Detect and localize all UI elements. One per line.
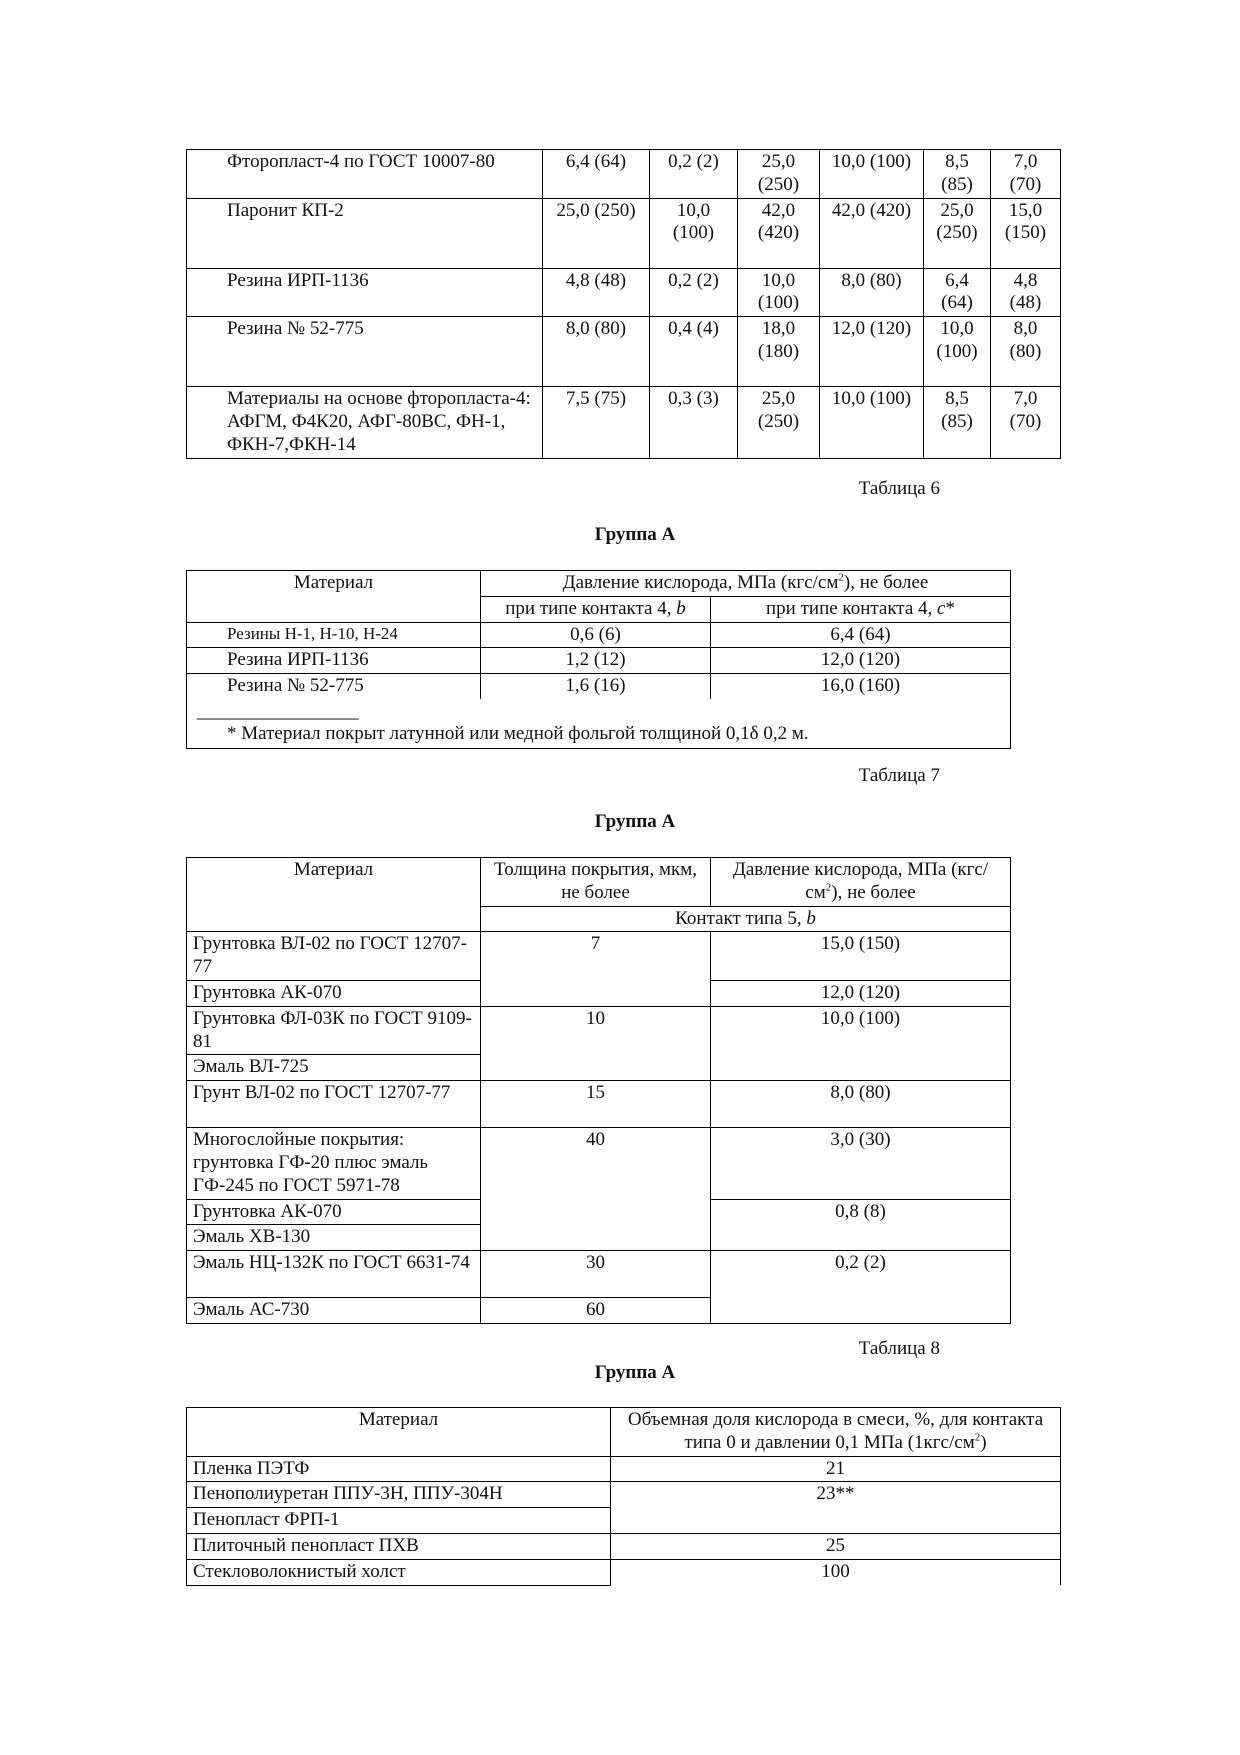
pressure-cell: 8,0 (80) <box>711 1081 1011 1128</box>
value-cell: 21 <box>611 1456 1061 1482</box>
material-cell: Паронит КП-2 <box>187 198 543 268</box>
thickness-cell: 10 <box>481 1006 711 1080</box>
table-6-group-title: Группа А <box>594 524 676 545</box>
value-cell: 6,4 (64) <box>543 150 650 199</box>
value-cell: 16,0 (160) <box>711 674 1011 699</box>
value-cell: 25,0 (250) <box>543 198 650 268</box>
value-cell: 42,0 (420) <box>738 198 820 268</box>
material-cell: Грунтовка АК-070 <box>187 1199 481 1225</box>
value-cell: 6,4 (64) <box>711 622 1011 648</box>
pressure-cell: 3,0 (30) <box>711 1128 1011 1199</box>
value-cell: 0,3 (3) <box>650 387 738 458</box>
table-8-label: Таблица 8 <box>858 1338 940 1359</box>
thickness-cell: 30 <box>481 1251 711 1298</box>
table-header-row <box>187 858 1011 907</box>
table-7-group-title: Группа А <box>594 811 676 832</box>
value-cell: 10,0 (100) <box>820 150 924 199</box>
material-cell: Резина ИРП-1136 <box>187 648 481 674</box>
material-cell: Грунтовка ВЛ-02 по ГОСТ 12707-77 <box>187 932 481 981</box>
value-cell: 15,0 (150) <box>991 198 1061 268</box>
material-cell: Пенополиуретан ППУ-3Н, ППУ-304Н <box>187 1482 611 1508</box>
material-cell: Эмаль НЦ-132К по ГОСТ 6631-74 <box>187 1251 481 1298</box>
table-row <box>187 1533 1061 1559</box>
pressure-cell: 10,0 (100) <box>711 1006 1011 1080</box>
value-cell: 10,0 (100) <box>650 198 738 268</box>
table-header-row <box>187 1408 1061 1457</box>
material-cell: Эмаль АС-730 <box>187 1298 481 1324</box>
thickness-cell: 15 <box>481 1081 711 1128</box>
table-row <box>187 1081 1011 1128</box>
header-material: Материал <box>187 1408 611 1457</box>
value-cell: 100 <box>611 1559 1061 1585</box>
value-cell: 8,5 (85) <box>924 387 991 458</box>
header-pressure: Давление кислорода, МПа $(кгс/см^2)$, не более <box>481 571 1011 597</box>
value-cell: 0,2 (2) <box>650 150 738 199</box>
value-cell: 7,0 (70) <box>991 387 1061 458</box>
value-cell: 1,6 (16) <box>481 674 711 699</box>
value-cell: 12,0 (120) <box>820 317 924 387</box>
material-cell: Стекловолокнистый холст <box>187 1559 611 1585</box>
value-cell: 8,5 (85) <box>924 150 991 199</box>
material-cell: Грунт ВЛ-02 по ГОСТ 12707-77 <box>187 1081 481 1128</box>
value-cell: 10,0 (100) <box>738 268 820 317</box>
pressure-cell: 12,0 (120) <box>711 980 1011 1006</box>
table-row <box>187 1128 1011 1199</box>
table-row <box>187 150 1061 199</box>
thickness-cell: 40 <box>481 1128 711 1251</box>
footnote-rule: _________________ <box>197 700 359 722</box>
header-contact-c: при типе контакта 4, c* <box>711 596 1011 622</box>
material-cell: Эмаль ВЛ-725 <box>187 1055 481 1081</box>
value-cell: 7,5 (75) <box>543 387 650 458</box>
value-cell: 42,0 (420) <box>820 198 924 268</box>
table-row <box>187 1559 1061 1585</box>
material-cell: Резина № 52-775 <box>187 317 543 387</box>
value-cell: 23** <box>611 1482 1061 1534</box>
table-6-label: Таблица 6 <box>858 478 940 499</box>
material-cell: Материалы на основе фторопласта-4: АФГМ, Ф4К20, АФГ-80ВС, ФН-1, ФКН-7,ФКН-14 <box>187 387 543 458</box>
material-cell: Фторопласт-4 по ГОСТ 10007-80 <box>187 150 543 199</box>
value-cell: 25 <box>611 1533 1061 1559</box>
value-cell: 25,0 (250) <box>738 150 820 199</box>
pressure-cell: 15,0 (150) <box>711 932 1011 981</box>
material-cell: Грунтовка АК-070 <box>187 980 481 1006</box>
material-cell: Пленка ПЭТФ <box>187 1456 611 1482</box>
value-cell: 12,0 (120) <box>711 648 1011 674</box>
table-8-group-title: Группа А <box>594 1362 676 1383</box>
header-material: Материал <box>187 858 481 932</box>
table-row <box>187 317 1061 387</box>
value-cell: 10,0 (100) <box>820 387 924 458</box>
footnote-row <box>187 699 1011 749</box>
table-row <box>187 674 1011 699</box>
table-row <box>187 648 1011 674</box>
value-cell: 0,4 (4) <box>650 317 738 387</box>
table-row <box>187 268 1061 317</box>
material-cell: Грунтовка ФЛ-03К по ГОСТ 9109-81 <box>187 1006 481 1055</box>
header-fraction: Объемная доля кислорода в смеси, %, для контакта типа 0 и давлении 0,1 МПа $(1кгс/см^2)$ <box>611 1408 1061 1457</box>
value-cell: 8,0 (80) <box>543 317 650 387</box>
table-row <box>187 1006 1011 1055</box>
table-row <box>187 1482 1061 1508</box>
value-cell: 25,0 (250) <box>738 387 820 458</box>
material-cell: Резины Н-1, Н-10, Н-24 <box>187 622 481 648</box>
table-5 <box>186 149 1061 459</box>
value-cell: 25,0 (250) <box>924 198 991 268</box>
value-cell: 6,4 (64) <box>924 268 991 317</box>
value-cell: 8,0 (80) <box>991 317 1061 387</box>
value-cell: 7,0 (70) <box>991 150 1061 199</box>
material-cell: Резина № 52-775 <box>187 674 481 699</box>
material-cell: Плиточный пенопласт ПХВ <box>187 1533 611 1559</box>
material-cell: Многослойные покрытия: грунтовка ГФ-20 плюс эмаль ГФ-245 по ГОСТ 5971-78 <box>187 1128 481 1199</box>
header-material: Материал <box>187 571 481 623</box>
header-contact-b: при типе контакта 4, b <box>481 596 711 622</box>
header-pressure: Давление кислорода, МПа $(кгс/см^2)$, не более <box>711 858 1011 907</box>
value-cell: 4,8 (48) <box>543 268 650 317</box>
value-cell: 18,0 (180) <box>738 317 820 387</box>
value-cell: 10,0 (100) <box>924 317 991 387</box>
value-cell: 4,8 (48) <box>991 268 1061 317</box>
table-row <box>187 387 1061 458</box>
material-cell: Эмаль ХВ-130 <box>187 1225 481 1251</box>
value-cell: 1,2 (12) <box>481 648 711 674</box>
table-7 <box>186 857 1011 1324</box>
header-contact: Контакт типа 5, b <box>481 906 1011 932</box>
pressure-cell: 0,2 (2) <box>711 1251 1011 1324</box>
table-row <box>187 1251 1011 1298</box>
footnote: * Материал покрыт латунной или медной фольгой толщиной 0,1δ 0,2 м. <box>227 722 809 744</box>
table-row <box>187 622 1011 648</box>
value-cell: 0,6 (6) <box>481 622 711 648</box>
footnote-cell <box>187 699 1011 749</box>
table-8 <box>186 1407 1061 1586</box>
table-6 <box>186 570 1011 749</box>
pressure-cell: 0,8 (8) <box>711 1199 1011 1251</box>
table-row <box>187 198 1061 268</box>
table-header-row <box>187 571 1011 597</box>
value-cell: 0,2 (2) <box>650 268 738 317</box>
thickness-cell: 7 <box>481 932 711 1006</box>
material-cell: Пенопласт ФРП-1 <box>187 1508 611 1534</box>
material-cell: Резина ИРП-1136 <box>187 268 543 317</box>
table-row <box>187 932 1011 981</box>
thickness-cell: 60 <box>481 1298 711 1324</box>
header-thickness: Толщина покрытия, мкм, не более <box>481 858 711 907</box>
table-7-label: Таблица 7 <box>858 765 940 786</box>
value-cell: 8,0 (80) <box>820 268 924 317</box>
table-row <box>187 1456 1061 1482</box>
